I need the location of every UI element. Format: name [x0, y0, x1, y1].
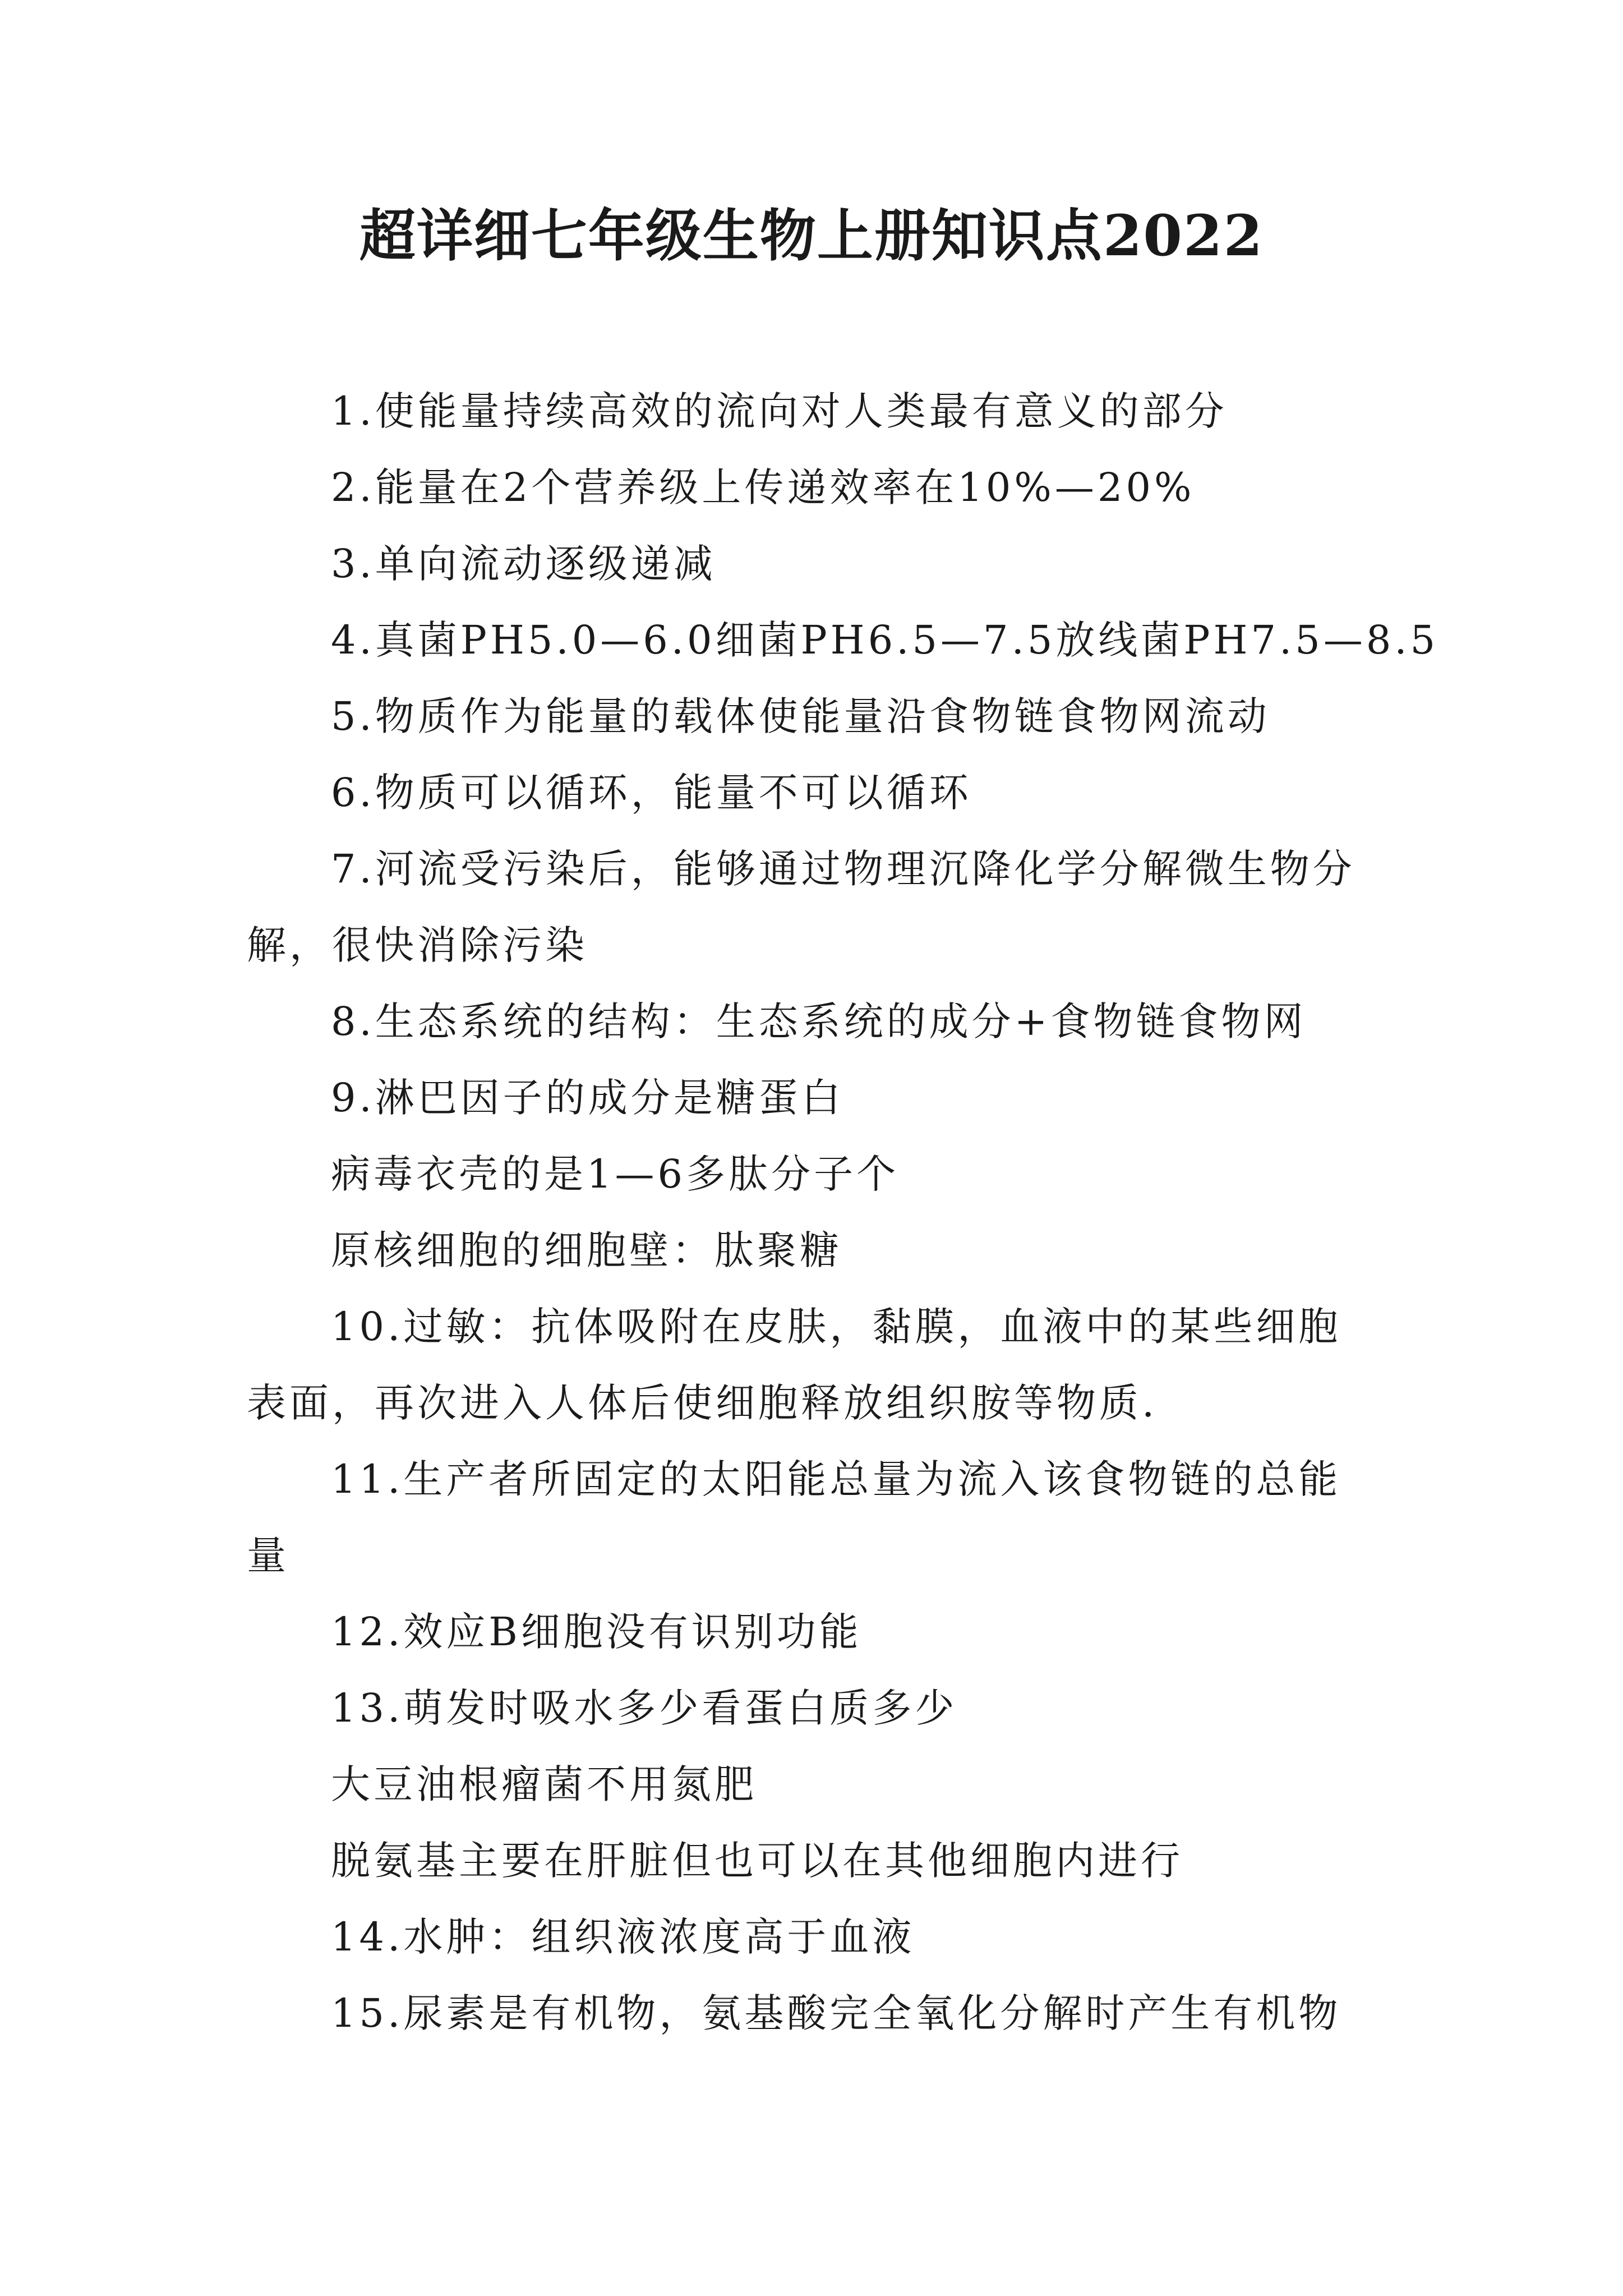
paragraph-13-sub-1: 大豆油根瘤菌不用氮肥: [331, 1761, 757, 1807]
paragraph-9: 9.淋巴因子的成分是糖蛋白: [331, 1075, 844, 1121]
paragraph-10: 10.过敏：抗体吸附在皮肤，黏膜，血液中的某些细胞表面，再次进入人体后使细胞释放组织胺等物质.: [247, 1304, 1341, 1426]
paragraph-5: 5.物质作为能量的载体使能量沿食物链食物网流动: [331, 693, 1270, 739]
paragraph-9-sub-1: 病毒衣壳的是1—6多肽分子个: [331, 1151, 900, 1197]
paragraph-4: 4.真菌PH5.0—6.0细菌PH6.5—7.5放线菌PH7.5—8.5: [331, 617, 1439, 663]
paragraph-1: 1.使能量持续高效的流向对人类最有意义的部分: [331, 388, 1228, 434]
paragraph-6: 6.物质可以循环，能量不可以循环: [331, 770, 972, 816]
paragraph-11: 11.生产者所固定的太阳能总量为流入该食物链的总能量: [247, 1456, 1341, 1579]
paragraph-14: 14.水肿：组织液浓度高于血液: [331, 1914, 915, 1960]
document-body: [247, 373, 1439, 2051]
paragraph-13: 13.萌发时吸水多少看蛋白质多少: [331, 1685, 958, 1731]
paragraph-15: 15.尿素是有机物，氨基酸完全氧化分解时产生有机物: [331, 1990, 1341, 2036]
paragraph-2: 2.能量在2个营养级上传递效率在10%—20%: [331, 464, 1195, 510]
paragraph-3: 3.单向流动逐级递减: [331, 541, 716, 587]
paragraph-13-sub-2: 脱氨基主要在肝脏但也可以在其他细胞内进行: [331, 1838, 1183, 1884]
paragraph-12: 12.效应B细胞没有识别功能: [331, 1609, 862, 1655]
document-title: 超详细七年级生物上册知识点2022: [359, 203, 1264, 269]
paragraph-7: 7.河流受污染后，能够通过物理沉降化学分解微生物分解，很快消除污染: [247, 846, 1355, 968]
paragraph-8: 8.生态系统的结构：生态系统的成分+食物链食物网: [331, 999, 1307, 1045]
paragraph-9-sub-2: 原核细胞的细胞壁：肽聚糖: [331, 1227, 842, 1273]
